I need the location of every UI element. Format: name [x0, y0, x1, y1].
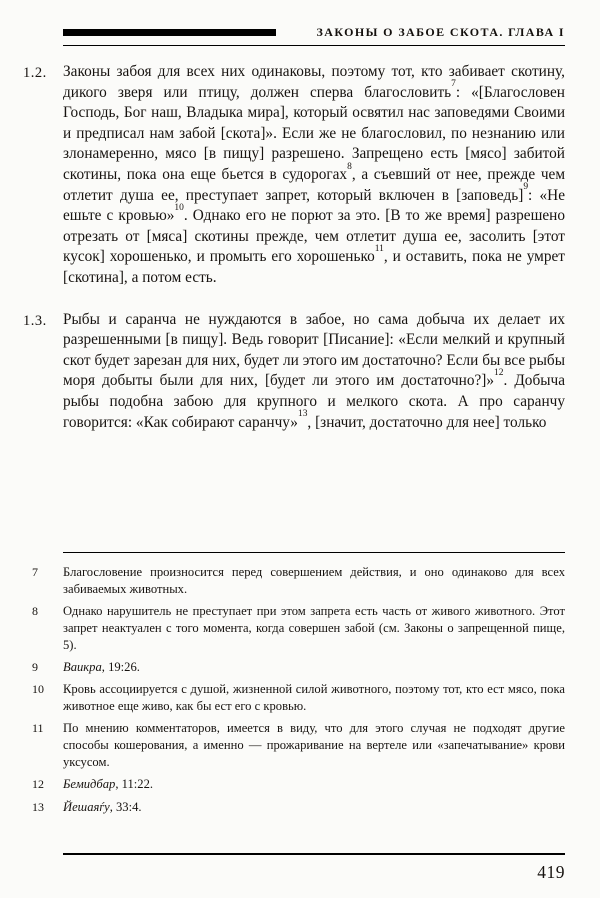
- footnote-text: Благословение произносится перед совершением действия, и оно одинаково для всех забиваемых животных.: [63, 565, 565, 596]
- footnote-text: Ваикра, 19:26.: [63, 659, 140, 674]
- header-row: [63, 25, 565, 40]
- footnote-number: 12: [32, 777, 44, 792]
- footnote-text: Йешаяѓу, 33:4.: [63, 799, 142, 814]
- footnote-text: Бемидбар, 11:22.: [63, 777, 154, 792]
- footnote-item: [32, 776, 565, 793]
- footnote-ref: 7: [451, 79, 456, 90]
- footnote-number: 9: [32, 659, 38, 674]
- paragraph: [23, 62, 566, 289]
- paragraph-number: 1.3.: [23, 312, 47, 329]
- footnote-item: [32, 720, 565, 770]
- footnote-ref: 13: [297, 409, 308, 420]
- footnote-ref: 11: [374, 243, 384, 254]
- body-paragraphs: [23, 62, 566, 454]
- footnote-number: 11: [32, 721, 44, 736]
- footnote-number: 8: [32, 604, 38, 619]
- footnote-text: Кровь ассоциируется с душой, жизненной силой животного, поэтому тот, кто ест мясо, пока животное еще живо, как бы ест его с кровью.: [63, 682, 565, 714]
- footnote-text: По мнению комментаторов, имеется в виду, что для этого случая не подходят другие способы кошерования, а именно — прожаривание на вертеле или «запечатывание» крови уксусом.: [63, 721, 565, 769]
- italic-citation: Йешаяѓу: [63, 799, 110, 814]
- header-rule-thick: [63, 29, 276, 36]
- paragraph-text: Законы забоя для всех них одинаковы, поэтому тот, кто забивает скотину, дикого зверя или птицу, должен сперва благословить$^7$: «[Благословен Господь, Бог наш, Владыка мира], который освятил нас заповедями Своими и предписал нам забой [скота]». Если же не благословил, по незнанию или злонамеренно, мясо [в пищу] разрешено. Запрещено есть [мясо] забитой скотины, пока она еще бьется в судорогах$^8$, а съевший от нее, прежде чем отлетит душа ее, преступает запрет, который включен в [заповедь]$^9$: «Не ешьте с кровью»$^{10}$. Однако его не порют за это. [В то же время] разрешено отрезать от [мяса] скотины прежде, чем отлетит душа ее, засолить [этот кусок] хорошенько, и промыть его хорошенько$^{11}$, и оставить, пока не умрет [скотина], а потом есть.: [63, 63, 566, 286]
- footnote-ref: 8: [347, 161, 352, 172]
- running-head-title: ЗАКОНЫ О ЗАБОЕ СКОТА. ГЛАВА I: [316, 25, 565, 39]
- footnote-number: 7: [32, 565, 38, 579]
- footnotes-separator-rule: [63, 552, 565, 553]
- footer-rule: [63, 853, 565, 855]
- footnote-number: 13: [32, 799, 44, 814]
- italic-citation: Бемидбар: [63, 777, 116, 792]
- footnotes-list: [32, 564, 565, 815]
- footnote-item: [32, 681, 565, 715]
- footnote-ref: 12: [494, 367, 504, 378]
- footnote-ref: 9: [523, 182, 529, 193]
- footnote-text: Однако нарушитель не преступает при этом запрета есть часть от живого животного. Этот запрет неактуален с того момента, когда совершен забой (см. Законы о запрещенной пище, 5).: [63, 604, 565, 652]
- page-header: [63, 25, 565, 46]
- header-rule-thin: [63, 45, 565, 46]
- page-footer: [63, 853, 565, 883]
- footnote-ref: 10: [174, 202, 184, 213]
- paragraph-text: Рыбы и саранча не нуждаются в забое, но сама добыча их делает их разрешенными [в пищу]. Ведь говорит [Писание]: «Если мелкий и крупный скот будет зарезан для них, будет ли этого им достаточно? Если бы все рыбы моря добыты были для них, [будет ли этого им достаточно?]»$^{12}$. Добыча рыбы подобна забою для крупного и мелкого скота. А про саранчу говорится: «Как собирают саранчу»$^{13}$, [значит, достаточно для нее] только: [63, 310, 565, 431]
- footnote-item: [32, 799, 565, 816]
- footnotes-section: [32, 552, 565, 821]
- paragraph-number: 1.2.: [23, 65, 47, 81]
- footnote-number: 10: [32, 682, 44, 697]
- footnote-item: [32, 659, 565, 676]
- page-number: 419: [537, 862, 565, 882]
- paragraph: [23, 310, 565, 434]
- italic-citation: Ваикра: [63, 659, 102, 674]
- footnote-item: [32, 603, 565, 653]
- footnote-item: [32, 564, 565, 598]
